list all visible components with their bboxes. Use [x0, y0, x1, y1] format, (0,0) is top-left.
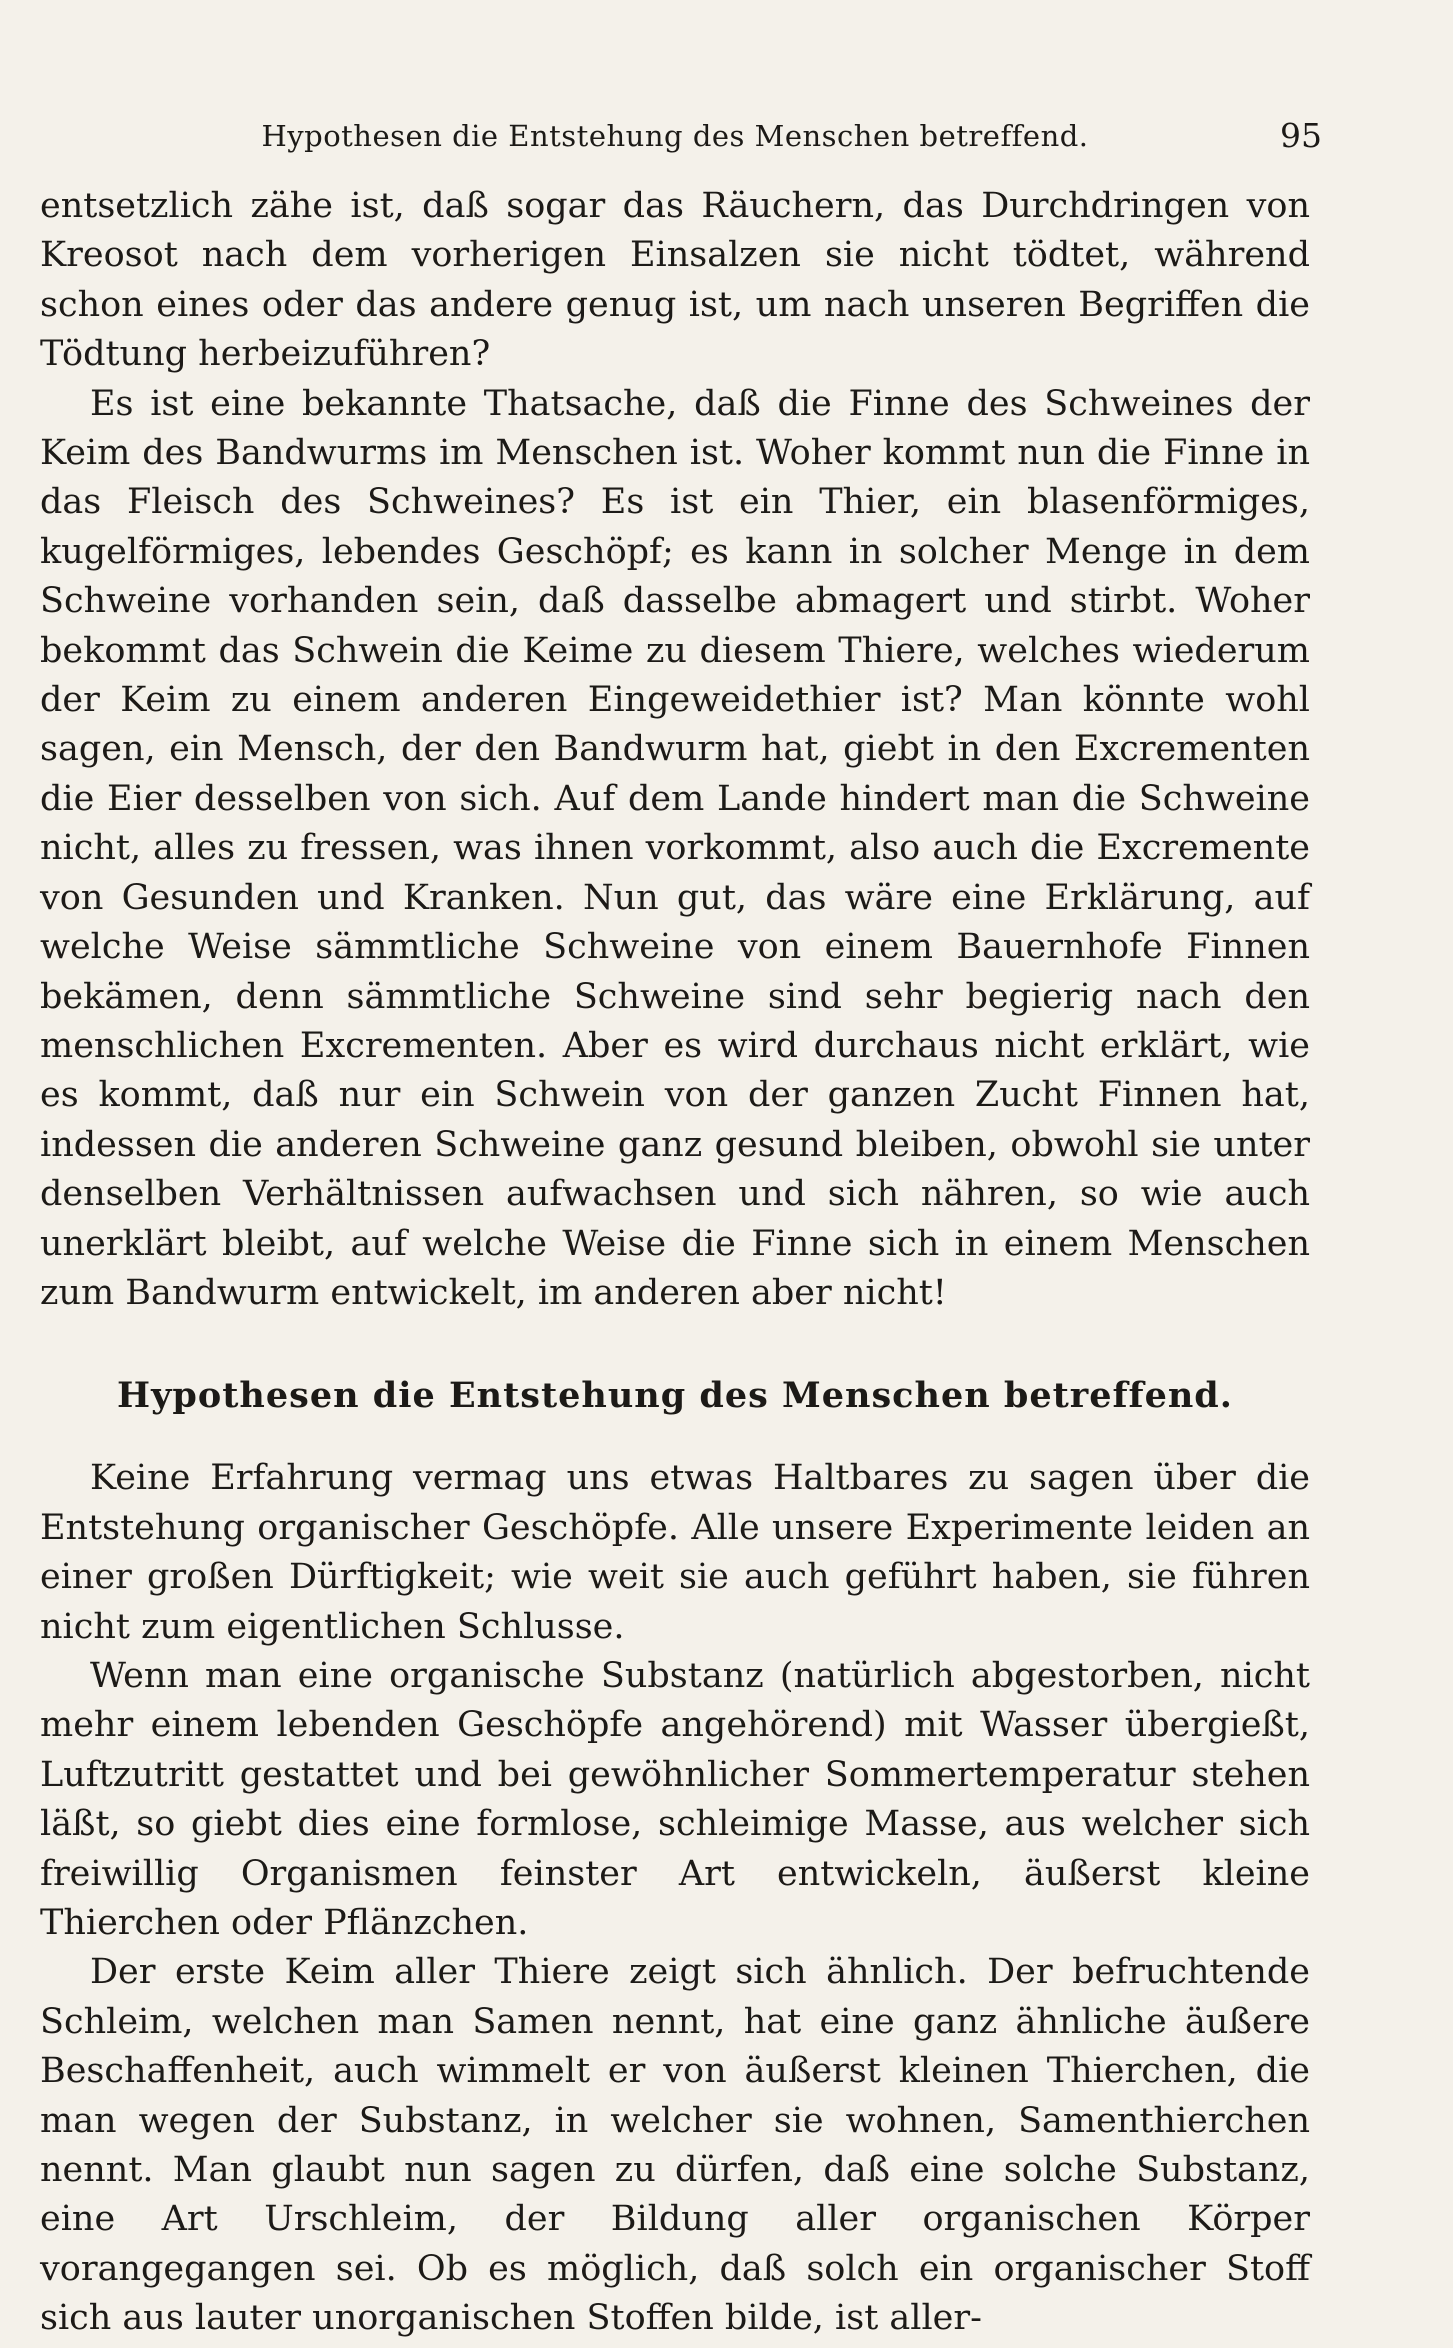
paragraph: Keine Erfahrung vermag uns etwas Haltbares zu sagen über die Entstehung organischer Geschöpfe. Alle unsere Experimente leiden an einer großen Dürftigkeit; wie weit sie auch geführt haben, sie führen nicht zum eigentlichen Schlusse. [40, 1458, 1310, 1647]
paragraph: Es ist eine bekannte Thatsache, daß die Finne des Schweines der Keim des Bandwurms im Menschen ist. Woher kommt nun die Finne in das Fleisch des Schweines? Es ist ein Thier, ein blasenförmiges, kugelförmiges, lebendes Geschöpf; es kann in solcher Menge in dem Schweine vorhanden sein, daß dasselbe abmagert und stirbt. Woher bekommt das Schwein die Keime zu diesem Thiere, welches wiederum der Keim zu einem anderen Eingeweidethier ist? Man könnte wohl sagen, ein Mensch, der den Bandwurm hat, giebt in den Excrementen die Eier desselben von sich. Auf dem Lande hindert man die Schweine nicht, alles zu fressen, was ihnen vorkommt, also auch die Excremente von Gesunden und Kranken. Nun gut, das wäre eine Erklärung, auf welche Weise sämmtliche Schweine von einem Bauernhofe Finnen bekämen, denn sämmtliche Schweine sind sehr begierig nach den menschlichen Excrementen. Aber es wird durchaus nicht erklärt, wie es kommt, daß nur ein Schwein von der ganzen Zucht Finnen hat, indessen die anderen Schweine ganz gesund bleiben, obwohl sie unter denselben Verhältnissen aufwachsen und sich nähren, so wie auch unerklärt bleibt, auf welche Weise die Finne sich in einem Menschen zum Bandwurm entwickelt, im anderen aber nicht! [40, 383, 1310, 1313]
paragraph: entsetzlich zähe ist, daß sogar das Räuchern, das Durchdringen von Kreosot nach dem vorherigen Einsalzen sie nicht tödtet, während schon eines oder das andere genug ist, um nach unseren Begriffen die Tödtung herbeizuführen? [40, 186, 1310, 375]
page-number: 95 [1280, 116, 1322, 155]
paragraph: Wenn man eine organische Substanz (natürlich abgestorben, nicht mehr einem lebenden Geschöpfe angehörend) mit Wasser übergießt, Luftzutritt gestattet und bei gewöhnlicher Sommertemperatur stehen läßt, so giebt dies eine formlose, schleimige Masse, aus welcher sich freiwillig Organismen feinster Art entwickeln, äußerst kleine Thierchen oder Pflänzchen. [40, 1655, 1310, 1943]
running-header [40, 112, 1322, 160]
running-title: Hypothesen die Entstehung des Menschen betreffend. [261, 119, 1089, 153]
paragraph: Der erste Keim aller Thiere zeigt sich ähnlich. Der befruchtende Schleim, welchen man Samen nennt, hat eine ganz ähnliche äußere Beschaffenheit, auch wimmelt er von äußerst kleinen Thierchen, die man wegen der Substanz, in welcher sie wohnen, Samenthierchen nennt. Man glaubt nun sagen zu dürfen, daß eine solche Substanz, eine Art Urschleim, der Bildung aller organischen Körper vorangegangen sei. Ob es möglich, daß solch ein organischer Stoff sich aus lauter unorganischen Stoffen bilde, ist aller- [40, 1952, 1310, 2339]
section-hypotheses [40, 1454, 1310, 2343]
body-text [40, 182, 1310, 2344]
section-heading: Hypothesen die Entstehung des Menschen betreffend. [117, 1375, 1233, 1417]
